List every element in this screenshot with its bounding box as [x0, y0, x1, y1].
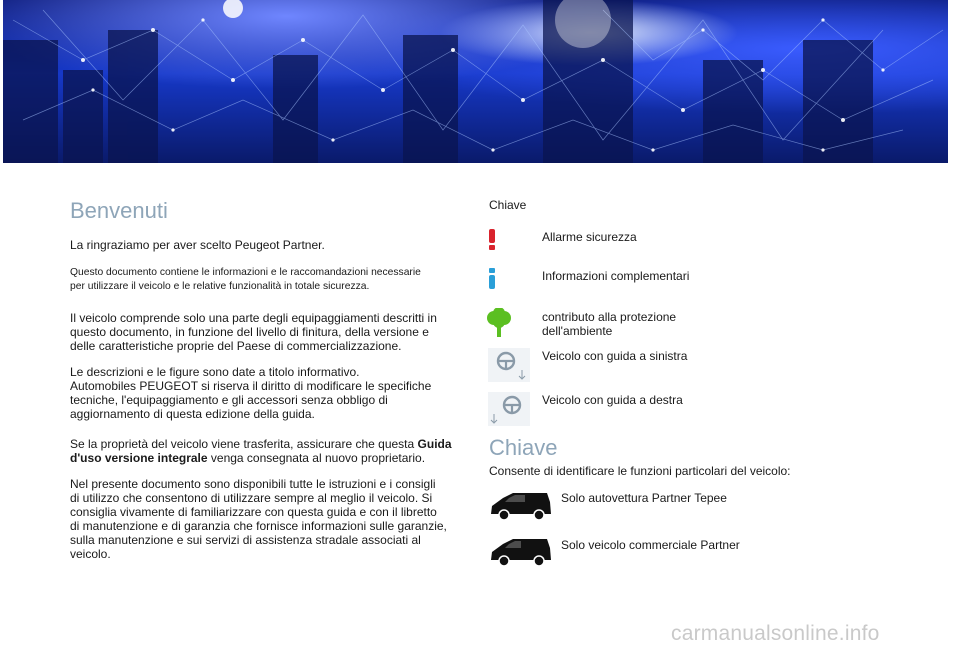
watermark-text: carmanualsonline.info	[671, 622, 880, 645]
info-icon	[486, 268, 498, 290]
text-line: Automobiles PEUGEOT si riserva il diritto di modificare le specifiche	[70, 379, 432, 393]
steering-right-icon	[488, 392, 530, 426]
text-line: veicolo.	[70, 547, 111, 561]
legend-label: Chiave	[489, 198, 527, 212]
passenger-van-icon	[489, 490, 553, 522]
vehicle-commercial-label: Solo veicolo commerciale Partner	[561, 538, 740, 552]
legend-environment-line1: contributo alla protezione	[542, 310, 677, 324]
text-line	[70, 437, 452, 452]
text-line: sulla manutenzione e sui servizi di assistenza stradale associati al	[70, 533, 421, 547]
legend-left-hand-drive: Veicolo con guida a sinistra	[542, 349, 688, 363]
text-segment: venga consegnata al nuovo proprietario.	[207, 451, 426, 465]
commercial-van-icon	[489, 536, 553, 568]
legend-additional-info: Informazioni complementari	[542, 269, 690, 283]
legend-safety-alarm: Allarme sicurezza	[542, 230, 637, 244]
section-intro: Consente di identificare le funzioni particolari del veicolo:	[489, 464, 791, 478]
page-title: Benvenuti	[70, 198, 168, 223]
text-segment: Se la proprietà del veicolo viene trasferita, assicurare che questa	[70, 437, 418, 451]
text-line: Nel presente documento sono disponibili tutte le istruzioni e i consigli	[70, 477, 436, 491]
text-line: di utilizzo che consentono di utilizzare sempre al meglio il veicolo. Si	[70, 491, 433, 505]
steering-left-icon	[488, 348, 530, 382]
thanks-text: La ringraziamo per aver scelto Peugeot Partner.	[70, 238, 325, 252]
text-line: questo documento, in funzione del livello di finitura, della versione e	[70, 325, 429, 339]
text-line: Questo documento contiene le informazioni e le raccomandazioni necessarie	[70, 267, 421, 278]
network-city-illustration	[3, 0, 948, 163]
tree-icon	[486, 308, 512, 338]
legend-environment-line2: dell'ambiente	[542, 324, 613, 338]
text-line: consiglia vivamente di familiarizzare con questa guida e con il libretto	[70, 505, 437, 519]
text-line: di manutenzione e di garanzia che fornisce informazioni sulle garanzie,	[70, 519, 447, 533]
legend-right-hand-drive: Veicolo con guida a destra	[542, 393, 683, 407]
exclamation-icon	[486, 229, 498, 251]
text-line: delle caratteristiche proprie del Paese di commercializzazione.	[70, 339, 402, 353]
bold-text: d'uso versione integrale	[70, 451, 208, 465]
vehicle-tepee-label: Solo autovettura Partner Tepee	[561, 491, 727, 505]
text-line: Le descrizioni e le figure sono date a titolo informativo.	[70, 365, 360, 379]
hero-banner-image	[3, 0, 948, 163]
text-line: Il veicolo comprende solo una parte degli equipaggiamenti descritti in	[70, 311, 437, 325]
text-line: per utilizzare il veicolo e le relative funzionalità in totale sicurezza.	[70, 281, 370, 292]
section-title: Chiave	[489, 435, 558, 460]
text-line: tecniche, l'equipaggiamento e gli accessori senza obbligo di	[70, 393, 388, 407]
bold-text: Guida	[417, 437, 452, 451]
text-line: aggiornamento di questa edizione della guida.	[70, 407, 315, 421]
text-line	[70, 451, 425, 466]
